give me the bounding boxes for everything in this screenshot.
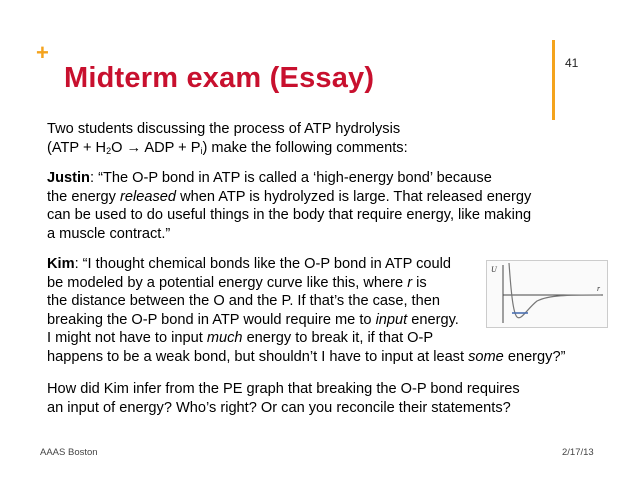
quote-text: energy?” xyxy=(503,348,566,365)
emphasis-text: much xyxy=(206,330,243,346)
footer-date: 2/17/13 xyxy=(562,447,594,458)
intro-line: Two students discussing the process of ATP hydrolysis xyxy=(47,121,401,137)
kim-line xyxy=(47,329,622,348)
quote-text: : “I thought chemical bonds like the O-P bond in ATP could xyxy=(74,256,451,272)
potential-energy-curve-svg xyxy=(487,261,607,327)
footer-left: AAAS Boston xyxy=(40,447,98,458)
quote-text: energy to break it, if that O-P xyxy=(242,330,434,346)
emphasis-text: some xyxy=(468,348,504,365)
quote-text: happens to be a weak bond, but shouldn’t I have to input at least xyxy=(47,348,469,365)
quote-text: breaking the O-P bond in ATP would require me to xyxy=(47,311,376,328)
subscript: 2 xyxy=(106,145,112,156)
quote-text: be modeled by a potential energy curve like this, where xyxy=(47,274,408,291)
page-number: 41 xyxy=(565,56,579,70)
equation-text: (ATP + H xyxy=(47,139,107,156)
arrow-icon: → xyxy=(126,139,142,156)
speaker-name: Justin xyxy=(47,170,90,186)
quote-text: energy. xyxy=(407,311,459,328)
question-line: an input of energy? Who’s right? Or can you reconcile their statements? xyxy=(47,399,511,416)
slide-title: Midterm exam (Essay) xyxy=(64,62,375,94)
equation-text: ) make the following comments: xyxy=(202,139,408,156)
x-axis-label: r xyxy=(597,284,601,293)
subscript: i xyxy=(200,145,203,156)
emphasis-text: released xyxy=(120,188,177,205)
kim-line xyxy=(47,348,622,367)
quote-text: I might not have to input xyxy=(47,330,207,346)
pe-curve xyxy=(509,263,601,318)
emphasis-text: input xyxy=(375,311,408,328)
quote-text: the energy xyxy=(47,188,121,205)
justin-line xyxy=(47,188,622,207)
justin-line: can be used to do useful things in the body that require energy, like making xyxy=(47,207,532,223)
equation-text: ADP + P xyxy=(141,139,201,156)
quote-text: is xyxy=(412,274,427,291)
plus-icon: + xyxy=(36,40,49,65)
quote-text: when ATP is hydrolyzed is large. That released energy xyxy=(176,188,532,205)
kim-line: the distance between the O and the P. If that’s the case, then xyxy=(47,293,440,309)
emphasis-text: r xyxy=(407,274,413,291)
question-line: How did Kim infer from the PE graph that breaking the O-P bond requires xyxy=(47,381,520,397)
justin-line xyxy=(47,169,622,188)
justin-line: a muscle contract.” xyxy=(47,225,171,242)
y-axis-label: U xyxy=(491,265,497,274)
equation-text: O xyxy=(111,139,127,156)
equation-line xyxy=(47,139,622,158)
accent-divider xyxy=(552,40,555,120)
potential-energy-graph xyxy=(486,260,608,328)
speaker-name: Kim xyxy=(47,256,75,272)
quote-text: : “The O-P bond in ATP is called a ‘high-energy bond’ because xyxy=(89,170,492,186)
